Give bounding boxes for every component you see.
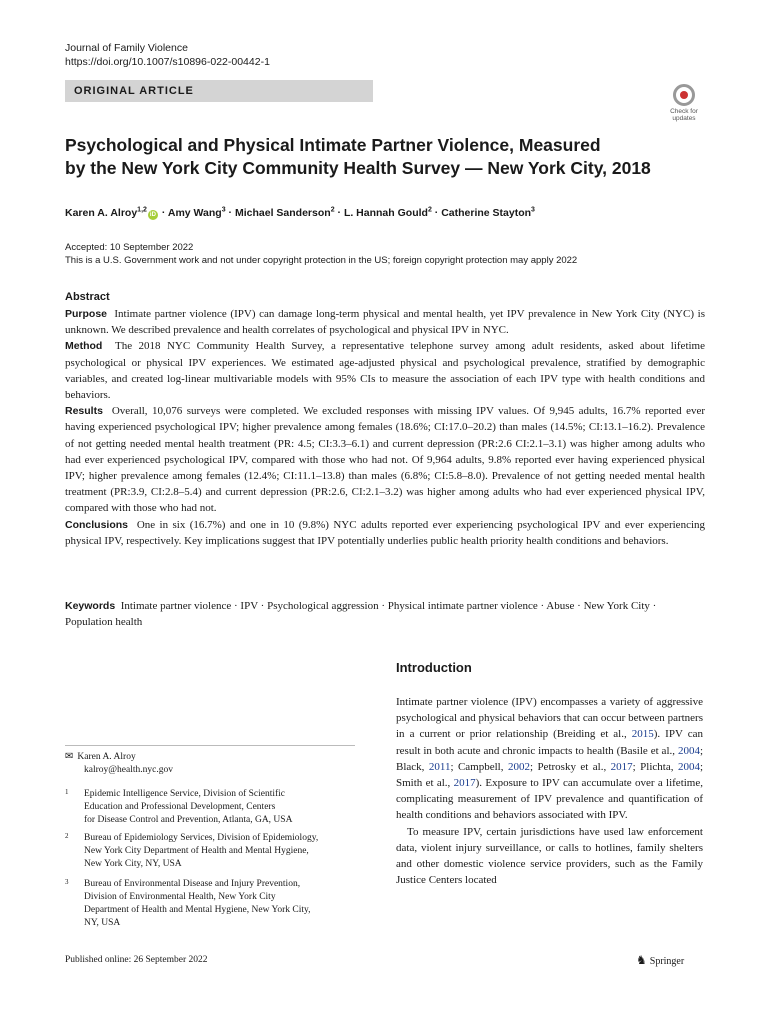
- intro-text: ; Smith et al.,: [396, 760, 703, 790]
- introduction-heading: Introduction: [396, 660, 472, 675]
- author-list: Karen A. Alroy$^{1,2}$iD · Amy Wang$^3$ · Michael Sanderson$^2$ · L. Hannah Gould$^2$ · Catherine Stayton$^3$: [65, 206, 535, 219]
- citation-link[interactable]: 2011: [428, 760, 451, 773]
- check-for-updates-badge[interactable]: [664, 84, 704, 124]
- keywords: [65, 598, 705, 630]
- journal-header: [65, 41, 270, 69]
- author-5[interactable]: Catherine Stayton$^3$: [441, 206, 535, 219]
- citation-link[interactable]: 2004: [677, 744, 700, 757]
- intro-text: ; Campbell,: [450, 760, 508, 773]
- accepted-date: Accepted: 10 September 2022: [65, 242, 194, 253]
- intro-text: ; Plichta,: [632, 760, 678, 773]
- article-dates: [65, 241, 577, 267]
- keywords-text: Intimate partner violence · IPV · Psychological aggression · Physical intimate partner violence · Abuse · New York City · Population health: [65, 600, 657, 629]
- abstract-conclusions: Conclusions One in six (16.7%) and one in 10 (9.8%) NYC adults reported ever experiencing psychological IPV and ever experiencing physical IPV, respectively. Key implications suggest that IPV potentially underlies public health priority health conditions and behaviors.: [65, 518, 706, 547]
- check-updates-icon: [673, 84, 695, 106]
- affiliation-2: 2 Bureau of Epidemiology Services, Division of Epidemiology, New York City Department of Health and Mental Hygiene, New York City, NY, USA: [65, 832, 319, 869]
- author-3[interactable]: Michael Sanderson$^2$: [234, 206, 335, 219]
- affiliation-3: 3 Bureau of Environmental Disease and Injury Prevention, Division of Environmental Health, New York City Department of Health and Mental Hygiene, New York City, NY, USA: [65, 878, 311, 928]
- springer-horse-icon: ♞: [636, 953, 647, 967]
- orcid-icon[interactable]: iD: [149, 211, 156, 218]
- article-title: [65, 134, 705, 180]
- journal-name: Journal of Family Violence: [65, 42, 188, 54]
- affiliation-1: 1 Epidemic Intelligence Service, Division of Scientific Education and Professional Development, Centers for Disease Control and Prevention, Atlanta, GA, USA: [65, 788, 293, 825]
- keywords-label: Keywords: [65, 600, 116, 612]
- corresponding-email[interactable]: kalroy@health.nyc.gov: [84, 765, 173, 775]
- intro-text: Intimate partner violence (IPV) encompasses a variety of aggressive psychological and physical behaviors that can occur between partners in a current or prior relationship (Breiding et al.,: [396, 696, 703, 741]
- intro-text: ). IPV can result in both acute and chronic impacts to health (Basile et al.,: [396, 728, 703, 757]
- intro-text: ; Petrosky et al.,: [529, 760, 611, 773]
- author-1[interactable]: Karen A. Alroy$^{1,2}$: [65, 206, 147, 219]
- copyright-note: This is a U.S. Government work and not under copyright protection in the US; foreign copyright protection may apply 2022: [65, 255, 578, 266]
- title-line-2: by the New York City Community Health Survey — New York City, 2018: [65, 158, 651, 178]
- introduction-paragraph-2: To measure IPV, certain jurisdictions have used law enforcement data, violent injury surveillance, or calls to hotlines, family shelters and other domestic violence service providers, such as the Family Justice Centers located: [396, 825, 703, 887]
- envelope-icon: ✉: [65, 751, 74, 762]
- publisher-logo: ♞ Springer: [636, 953, 685, 967]
- abstract-purpose: Purpose Intimate partner violence (IPV) can damage long-term physical and mental health, yet IPV prevalence in New York City (NYC) is unknown. We described prevalence and health correlates of psychological and physical IPV in NYC.: [65, 308, 705, 337]
- abstract-heading: Abstract: [65, 291, 110, 303]
- intro-text: ; Black,: [396, 744, 703, 773]
- intro-text: ). Exposure to IPV can accumulate over a lifetime, complicating measurement of IPV prevalence and quantification of health conditions and behaviors associated with IPV.: [396, 777, 703, 822]
- article-type-banner: ORIGINAL ARTICLE: [65, 80, 373, 102]
- citation-link[interactable]: 2004: [677, 760, 700, 773]
- author-4[interactable]: L. Hannah Gould$^2$: [343, 206, 432, 219]
- citation-link[interactable]: 2015: [631, 728, 654, 741]
- citation-link[interactable]: 2017: [610, 760, 633, 773]
- title-line-1: Psychological and Physical Intimate Partner Violence, Measured: [65, 135, 601, 155]
- abstract-body: [65, 306, 705, 549]
- check-updates-line-2: updates: [672, 115, 696, 122]
- author-2[interactable]: Amy Wang$^3$: [167, 206, 226, 219]
- citation-link[interactable]: 2002: [507, 760, 530, 773]
- introduction-paragraph-1: [396, 694, 703, 824]
- check-updates-line-1: Check for: [670, 108, 698, 115]
- corresponding-author: Karen A. Alroy: [77, 752, 136, 762]
- published-date: Published online: 26 September 2022: [65, 955, 208, 965]
- introduction-body: [396, 694, 703, 888]
- citation-link[interactable]: 2017: [453, 777, 476, 790]
- abstract-method: Method The 2018 NYC Community Health Survey, a representative telephone survey among adult residents, asked about lifetime psychological or physical IPV experiences. We estimated age-adjusted physical and psychological prevalence, stratified by demographic variables, and created log-linear multivariable models with 95% CIs to measure the association of each IPV type with health conditions and behaviors.: [65, 340, 705, 402]
- abstract-results: Results Overall, 10,076 surveys were completed. We excluded responses with missing IPV values. Of 9,945 adults, 16.7% reported ever having experienced psychological IPV; higher prevalence among females (18.6%; CI:17.0–20.2) than males (14.5%; CI:13.1–16.2). Prevalence of not getting needed mental health treatment (PR: 4.5; CI:3.3–6.1) and current depression (PR:2.6 CI:2.1–3.1) was higher among adults who had ever experienced psychological IPV, compared with those who had not. Of 9,964 adults, 9.8% reported ever having experienced physical IPV; higher prevalence among females (12.4%; CI:11.1–13.8) than males (6.8%; CI:5.8–8.0). Prevalence of not getting needed mental health treatment (PR:3.9, CI:2.8–5.4) and current depression (PR:2.6, CI:2.1–3.2) was higher among adults who had ever experienced physical IPV, compared with those who had not.: [65, 405, 705, 515]
- doi-link[interactable]: https://doi.org/10.1007/s10896-022-00442-1: [65, 56, 270, 68]
- correspondence: [65, 745, 355, 777]
